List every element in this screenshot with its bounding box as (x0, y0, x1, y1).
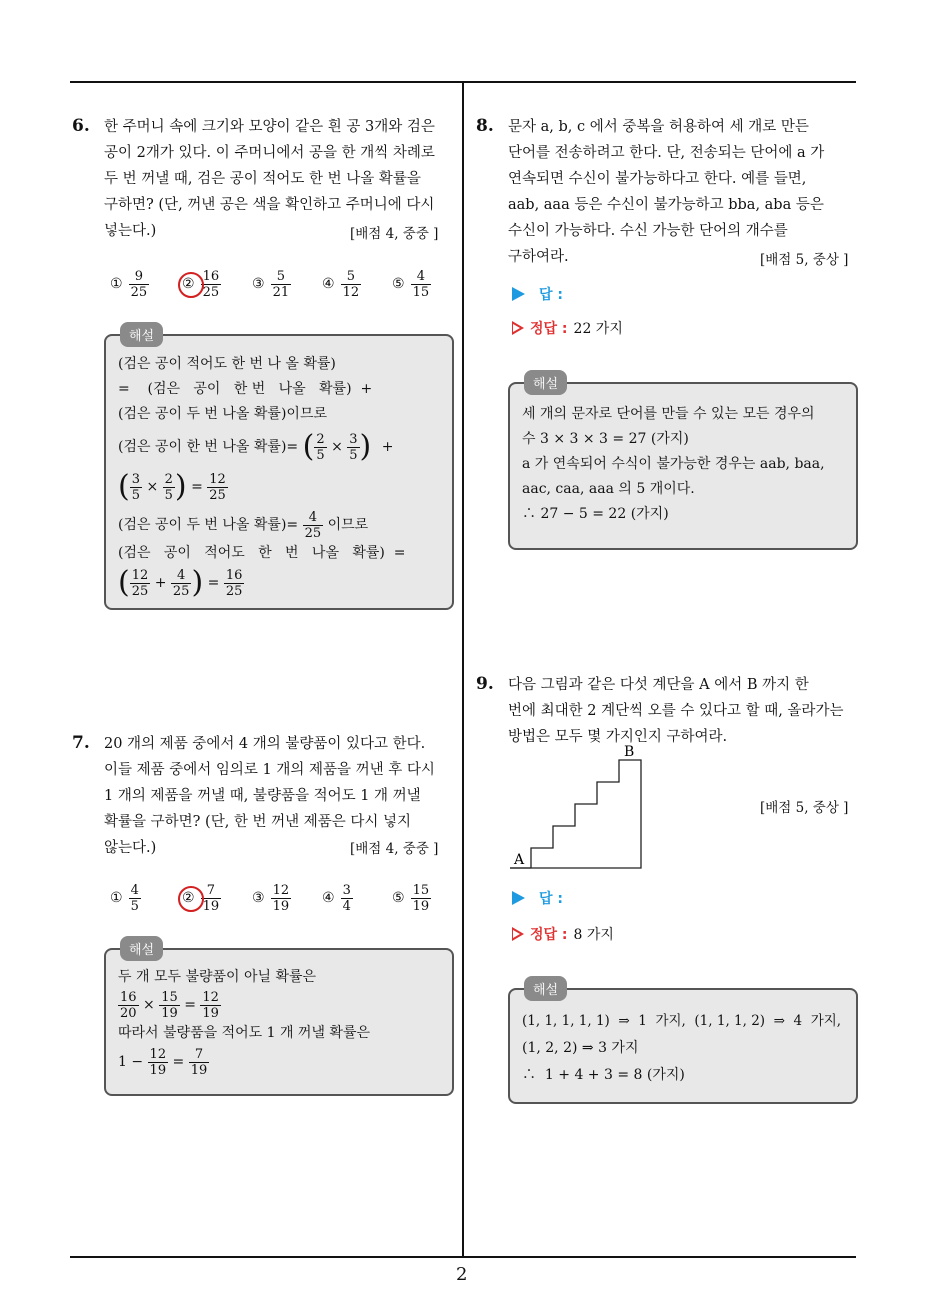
solution-line: (검은 공이 두 번 나올 확률)이므로 (118, 406, 327, 422)
paren-close: ) (191, 565, 204, 600)
choice-2[interactable] (182, 876, 221, 920)
operator: + (381, 439, 394, 455)
choice-5[interactable] (392, 262, 431, 306)
choice-fraction: $\frac{12}{19}$ (272, 882, 290, 914)
choice-fraction: $\frac{5}{12}$ (342, 268, 360, 300)
choice-number: ③ (252, 890, 265, 906)
operator: × (146, 479, 159, 495)
choice-number: ⑤ (392, 276, 405, 292)
question-9-text (508, 672, 843, 750)
question-9-answer-input[interactable] (512, 888, 563, 908)
solution-line: ∴ 27 − 5 = 22 (가지) (522, 506, 669, 522)
solution-line: ( $\frac{12}{25}$ + $\frac{4}{25}$ ) = $\frac{16}{25}$ (118, 565, 243, 600)
choice-1[interactable] (110, 876, 141, 920)
solution-line: = (검은 공이 한 번 나올 확률) + (118, 381, 373, 397)
choice-number: ④ (322, 890, 335, 906)
question-7-number: 7. (72, 733, 90, 753)
choice-number: ① (110, 276, 123, 292)
staircase-outline (510, 760, 641, 868)
solution-line: aac, caa, aaa 의 5 개이다. (522, 481, 695, 497)
hollow-triangle-icon (512, 321, 524, 335)
question-8-line: 문자 a, b, c 에서 중복을 허용하여 세 개로 만든 (508, 119, 809, 135)
answer-circle-mark (178, 272, 204, 298)
solution-text: 이므로 (327, 517, 369, 533)
question-7-line: 이들 제품 중에서 임의로 1 개의 제품을 꺼낸 후 다시 (104, 762, 435, 778)
paren-open: ( (118, 469, 130, 504)
operator: = (191, 479, 203, 495)
solution-text: 1 − (118, 1054, 144, 1070)
operator: + (154, 575, 167, 591)
solution-line: 1 − $\frac{12}{19}$ = $\frac{7}{19}$ (118, 1046, 208, 1078)
correct-label: 정답 : (530, 927, 568, 943)
solution-line: 두 개 모두 불량품이 아닐 확률은 (118, 969, 317, 985)
paren-open: ( (118, 565, 130, 600)
answer-label: 답 : (539, 891, 563, 907)
question-6-line: 한 주머니 속에 크기와 모양이 같은 흰 공 3개와 검은 (104, 119, 435, 135)
correct-label: 정답 : (530, 321, 568, 337)
question-8-correct-answer (512, 318, 623, 338)
question-9-correct-answer (512, 924, 614, 944)
operator: × (331, 439, 343, 455)
question-8-line: aab, aaa 등은 수신이 불가능하고 bba, aba 등은 (508, 197, 824, 213)
question-8-line: 구하여라. (508, 249, 569, 265)
paren-close: ) (174, 469, 187, 504)
question-6-points: [배점 4, 중중 ] (350, 226, 439, 242)
question-9-line: 번에 최대한 2 계단씩 오를 수 있다고 할 때, 올라가는 (508, 703, 844, 719)
solution-line: (검은 공이 적어도 한 번 나 올 확률) (118, 356, 336, 372)
choice-fraction: $\frac{15}{19}$ (412, 882, 430, 914)
question-9-solution-body (522, 1008, 848, 1089)
question-7-line: 1 개의 제품을 꺼낼 때, 불량품을 적어도 1 개 꺼낼 (104, 788, 421, 804)
solution-line: ∴ 1 + 4 + 3 = 8 (가지) (522, 1067, 685, 1083)
play-triangle-icon (512, 287, 525, 301)
correct-value: 22 가지 (573, 321, 623, 337)
solution-line: (검은 공이 한 번 나올 확률)= ( $\frac{2}{5}$ × $\frac{3}{5}$ ) + (118, 429, 394, 464)
choice-number: ② (182, 276, 195, 292)
solution-text: (검은 공이 한 번 나올 확률)= (118, 439, 299, 455)
operator: = (207, 575, 220, 591)
choice-fraction: $\frac{4}{15}$ (412, 268, 430, 300)
question-7-choices (110, 876, 450, 920)
point-a-label: A (514, 852, 525, 868)
operator: = (172, 1054, 185, 1070)
choice-3[interactable] (252, 876, 291, 920)
choice-number: ① (110, 890, 123, 906)
question-6-line: 공이 2개가 있다. 이 주머니에서 공을 한 개씩 차례로 (104, 145, 435, 161)
solution-tag: 해설 (120, 322, 163, 347)
choice-fraction: $\frac{16}{25}$ (202, 268, 220, 300)
solution-line: 따라서 불량품을 적어도 1 개 꺼낼 확률은 (118, 1025, 370, 1041)
paren-close: ) (359, 429, 372, 464)
play-triangle-icon (512, 891, 525, 905)
question-8-line: 수신이 가능하다. 수신 가능한 단어의 개수를 (508, 223, 788, 239)
question-6-line: 구하면? (단, 꺼낸 공은 색을 확인하고 주머니에 다시 (104, 197, 435, 213)
solution-tag: 해설 (120, 936, 163, 961)
bottom-rule (70, 1256, 856, 1258)
question-7-points: [배점 4, 중중 ] (350, 841, 439, 857)
choice-number: ④ (322, 276, 335, 292)
question-8-answer-input[interactable] (512, 284, 563, 304)
choice-fraction: $\frac{5}{21}$ (272, 268, 290, 300)
choice-2[interactable] (182, 262, 221, 306)
solution-line: $\frac{16}{20}$ × $\frac{15}{19}$ = $\frac{12}{19}$ (120, 989, 219, 1021)
question-8-line: 단어를 전송하려고 한다. 단, 전송되는 단어에 a 가 (508, 145, 825, 161)
solution-line: (1, 2, 2) ⇒ 3 가지 (522, 1040, 639, 1056)
solution-line: (검은 공이 두 번 나올 확률)= $\frac{4}{25}$ 이므로 (118, 509, 369, 541)
question-9-number: 9. (476, 674, 494, 694)
choice-fraction: $\frac{9}{25}$ (130, 268, 148, 300)
question-7-line: 확률을 구하면? (단, 한 번 꺼낸 제품은 다시 넣지 (104, 814, 412, 830)
correct-value: 8 가지 (573, 927, 614, 943)
paren-open: ( (302, 429, 315, 464)
choice-4[interactable] (322, 876, 353, 920)
question-8-text (508, 114, 824, 270)
solution-line: ( $\frac{3}{5}$ × $\frac{2}{5}$ ) = $\frac{12}{25}$ (118, 469, 226, 504)
question-9-line: 방법은 모두 몇 가지인지 구하여라. (508, 729, 728, 745)
question-6-line: 두 번 꺼낼 때, 검은 공이 적어도 한 번 나올 확률을 (104, 171, 421, 187)
question-7-line: 20 개의 제품 중에서 4 개의 불량품이 있다고 한다. (104, 736, 426, 752)
answer-circle-mark (178, 886, 204, 912)
solution-tag: 해설 (524, 976, 567, 1001)
question-8-number: 8. (476, 116, 494, 136)
solution-tag: 해설 (524, 370, 567, 395)
question-6-solution-body (118, 352, 444, 603)
question-7-solution-body (118, 966, 444, 1080)
solution-line: 세 개의 문자로 단어를 만들 수 있는 모든 경우의 (522, 406, 815, 422)
column-divider (462, 81, 464, 1258)
choice-fraction: $\frac{7}{19}$ (202, 882, 220, 914)
solution-text: (검은 공이 두 번 나올 확률)= (118, 517, 299, 533)
hollow-triangle-icon (512, 927, 524, 941)
question-6-choices (110, 262, 450, 306)
question-6-number: 6. (72, 116, 90, 136)
solution-line: 수 3 × 3 × 3 = 27 (가지) (522, 431, 689, 447)
staircase-figure (508, 740, 648, 874)
choice-1[interactable] (110, 262, 149, 306)
choice-fraction: $\frac{3}{4}$ (342, 882, 351, 914)
choice-5[interactable] (392, 876, 431, 920)
question-7-line: 않는다.) (104, 840, 157, 856)
choice-4[interactable] (322, 262, 361, 306)
question-8-line: 연속되면 수신이 불가능하다고 한다. 예를 들면, (508, 171, 807, 187)
choice-fraction: $\frac{4}{5}$ (130, 882, 139, 914)
choice-number: ② (182, 890, 195, 906)
choice-number: ⑤ (392, 890, 405, 906)
question-6-line: 넣는다.) (104, 223, 157, 239)
solution-line: (검은 공이 적어도 한 번 나올 확률) = (118, 545, 406, 561)
operator: = (184, 997, 196, 1013)
solution-line: a 가 연속되어 수식이 불가능한 경우는 aab, baa, (522, 456, 825, 472)
solution-line: (1, 1, 1, 1, 1) ⇒ 1 가지, (1, 1, 1, 2) ⇒ 4 가지, (522, 1013, 842, 1029)
question-9-line: 다음 그림과 같은 다섯 계단을 A 에서 B 까지 한 (508, 677, 809, 693)
page-number: 2 (456, 1264, 468, 1285)
question-9-points: [배점 5, 중상 ] (760, 800, 849, 816)
choice-number: ③ (252, 276, 265, 292)
question-8-solution-body (522, 402, 848, 527)
choice-3[interactable] (252, 262, 291, 306)
question-8-points: [배점 5, 중상 ] (760, 252, 849, 268)
point-b-label: B (624, 744, 635, 760)
answer-label: 답 : (539, 287, 563, 303)
operator: × (143, 997, 155, 1013)
